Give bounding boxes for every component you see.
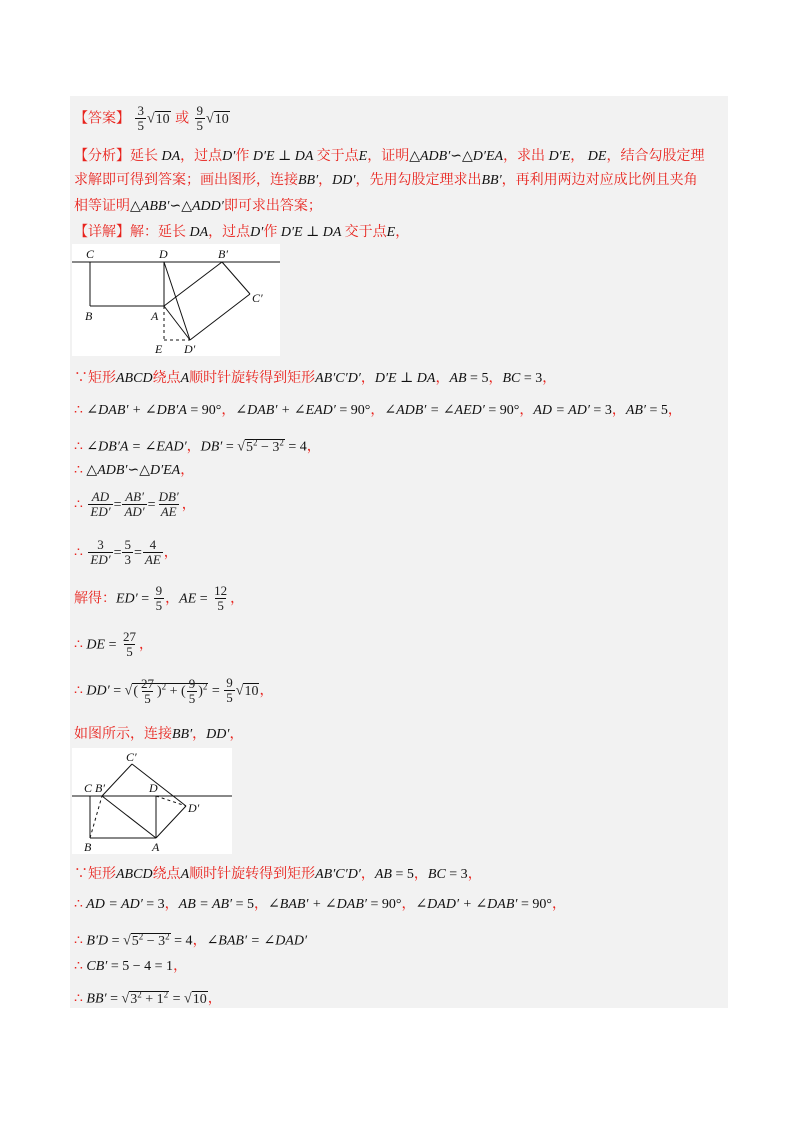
block1-line-9: ∴ DD′ = √( $\frac{27}{5}$ )$^2$ + ( $\frac{9}{5}$ )$^2$ = $\frac{9}{5}$ √10， xyxy=(74,675,274,706)
block1-line-8: ∴ DE = $\frac{27}{5}$ ， xyxy=(74,629,153,659)
analysis-line-3: 相等证明△ABB′∽△ADD′即可求出答案； xyxy=(74,198,322,214)
answer-line: 【答案】 $\frac{3}{5}$ √10 或 $\frac{9}{5}$ √10 xyxy=(74,103,229,133)
block1-line-4: ∴ △ADB′∽△D′EA， xyxy=(74,462,195,478)
block1-line-7: 解得：ED′ = $\frac{9}{5}$ ，AE = $\frac{12}{5}$ ， xyxy=(74,583,245,613)
fig2-label-cb-prime: C B′ xyxy=(84,781,105,795)
fig1-label-e: E xyxy=(155,342,163,356)
detail-tag: 【详解】 xyxy=(74,224,130,240)
block1-line-6: ∴ $\frac{3}{ED'}$ = $\frac{5}{3}$ = $\frac{4}{AE}$ ， xyxy=(74,537,178,567)
answer-or: 或 xyxy=(175,110,190,127)
figure2-caption: 如图所示，连接BB′，DD′， xyxy=(74,726,244,742)
figure-1 xyxy=(72,244,280,356)
analysis-line-2: 求解即可得到答案；画出图形，连接BB′，DD′，先用勾股定理求出BB′，再利用两边对应成比例且夹角 xyxy=(74,172,698,188)
analysis-tag: 【分析】 xyxy=(74,148,130,164)
fig2-label-a: A xyxy=(152,840,160,854)
fig1-label-d-prime: D′ xyxy=(184,342,196,356)
analysis-line-1: 【分析】延长 DA，过点D′作 D′E ⊥ DA 交于点E，证明△ADB′∽△D′EA，求出 D′E， DE，结合勾股定理 xyxy=(74,148,705,164)
answer-tag: 【答案】 xyxy=(74,110,130,127)
fig2-label-c-prime: C′ xyxy=(126,750,137,764)
fig1-label-c-prime: C′ xyxy=(252,291,263,305)
block2-line-5: ∴ $BB' = √3^2 + 1^2 = √10$， xyxy=(74,989,222,1007)
block1-line-3: ∴ ∠DB′A = ∠EAD′，$DB' = √5^2 - 3^2 = 4$， xyxy=(74,437,321,455)
fig1-label-a: A xyxy=(151,309,159,323)
fig2-label-d-prime: D′ xyxy=(188,801,200,815)
block2-line-3: ∴ $B'D = √5^2 - 3^2 = 4$，∠BAB′ = ∠DAD′ xyxy=(74,931,308,949)
detail-line: 【详解】解：延长 DA，过点D′作 D′E ⊥ DA 交于点E， xyxy=(74,224,410,240)
fig2-label-d: D xyxy=(149,781,158,795)
fig1-label-b-prime: B′ xyxy=(218,247,228,261)
figure-1-diagram xyxy=(72,244,280,356)
fig1-label-c: C xyxy=(86,247,95,261)
fig1-label-b: B xyxy=(85,309,93,323)
block2-line-2: ∴ AD = AD′ = 3，AB = AB′ = 5，∠BAB′ + ∠DAB′ = 90°，∠DAD′ + ∠DAB′ = 90°， xyxy=(74,896,566,912)
figure-2-diagram xyxy=(72,748,232,854)
block1-line-1: ∵矩形ABCD绕点A顺时针旋转得到矩形AB′C′D′，D′E ⊥ DA，AB = 5，BC = 3， xyxy=(74,370,557,386)
block1-line-5: ∴ $\frac{AD}{ED'}$ = $\frac{AB'}{AD'}$ = $\frac{DB'}{AE}$ ， xyxy=(74,489,196,519)
block2-line-4: ∴ CB′ = 5 − 4 = 1， xyxy=(74,958,188,974)
figure-2 xyxy=(72,748,232,854)
block2-line-1: ∵矩形ABCD绕点A顺时针旋转得到矩形AB′C′D′，AB = 5，BC = 3， xyxy=(74,866,482,882)
fig1-label-d: D xyxy=(159,247,168,261)
fig2-label-b: B xyxy=(84,840,92,854)
block1-line-2: ∴ ∠DAB′ + ∠DB′A = 90°，∠DAB′ + ∠EAD′ = 90°，∠ADB′ = ∠AED′ = 90°，AD = AD′ = 3，AB′ = 5， xyxy=(74,402,682,418)
